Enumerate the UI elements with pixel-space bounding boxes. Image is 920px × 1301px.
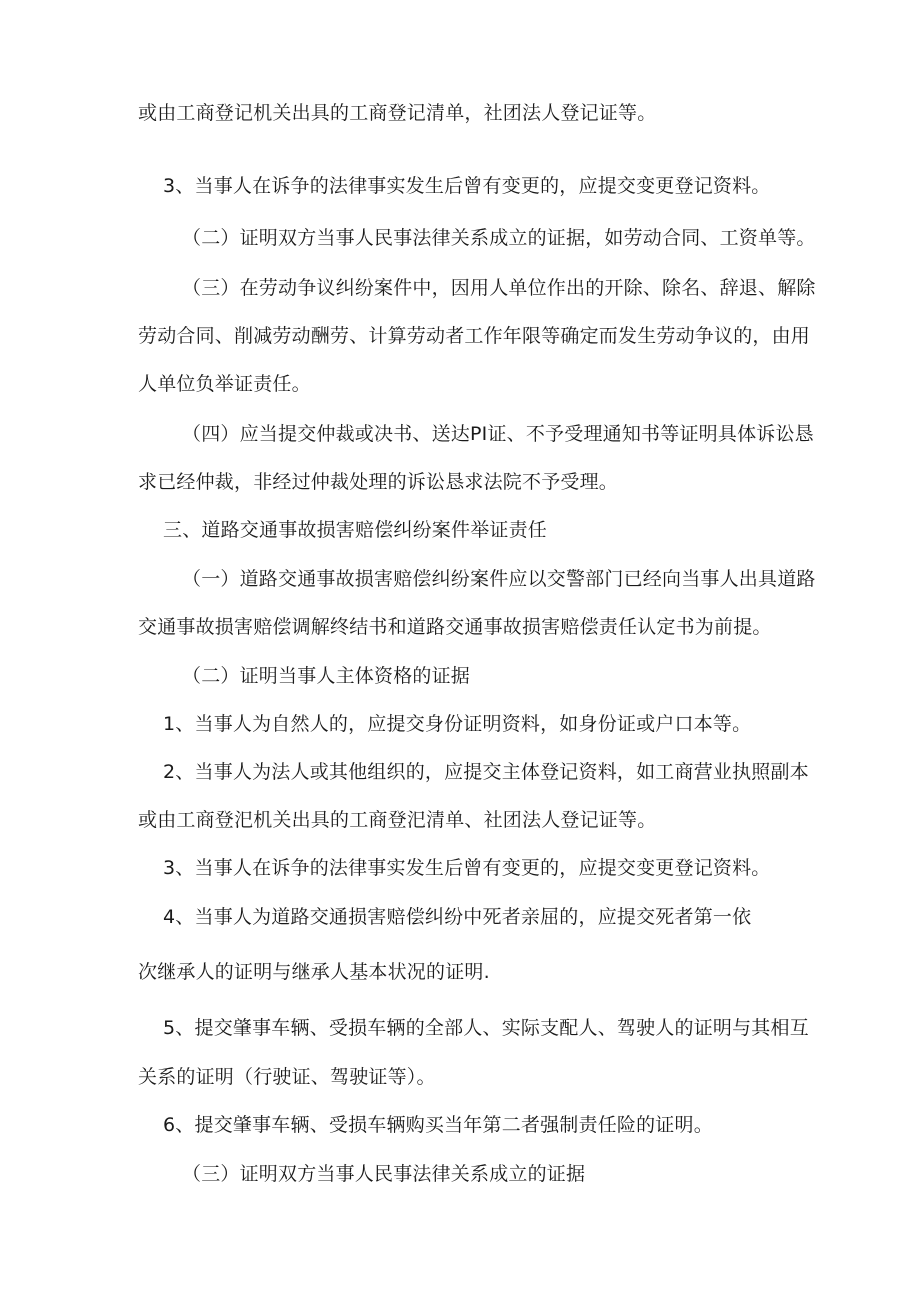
text-line: 人单位负举证责任。 (138, 373, 311, 395)
text-line: 或由工商登记机关出具的工商登记清单，社团法人登记证等。 (138, 102, 657, 124)
text-line: （一）道路交通事故损害赔偿纠纷案件应以交警部门已经向当事人出具道路 (182, 568, 816, 590)
text-line: 交通事故损害赔偿调解终结书和道路交通事故损害赔偿责任认定书为前提。 (138, 616, 772, 638)
text-line: 或由工商登汜机关出具的工商登汜清单、社团法人登记证等。 (138, 809, 657, 831)
text-line: 次继承人的证明与继承人基本状况的证明. (138, 961, 490, 983)
text-line: 3、当事人在诉争的法律事实发生后曾有变更的，应提交变更登记资料。 (163, 857, 771, 879)
text-line: 6、提交肇事车辆、受损车辆购买当年第二者强制责任险的证明。 (163, 1114, 713, 1136)
text-line: 关系的证明（行驶证、驾驶证等）。 (138, 1066, 436, 1088)
text-line: 3、当事人在诉争的法律事实发生后曾有变更的，应提交变更登记资料。 (163, 175, 771, 197)
subsection-heading: （三）证明双方当事人民事法律关系成立的证据 (182, 1163, 586, 1185)
subsection-heading: （二）证明当事人主体资格的证据 (182, 665, 471, 687)
section-heading: 三、道路交通事故损害赔偿纠纷案件举证责任 (163, 519, 548, 541)
text-line: 1、当事人为自然人的，应提交身份证明资料，如身份证或户口本等。 (163, 713, 752, 735)
text-line: 2、当事人为法人或其他组织的，应提交主体登记资料，如工商营业执照副本 (163, 761, 809, 783)
text-line: 4、当事人为道路交通损害赔偿纠纷中死者亲屈的，应提交死者第一依 (163, 906, 752, 928)
text-line: （四）应当提交仲裁或决书、送达PI证、不予受理通知书等证明具体诉讼恳 (182, 423, 814, 445)
text-line: （三）在劳动争议纠纷案件中，因用人单位作出的开除、除名、辞退、解除 (182, 277, 816, 299)
text-line: 求已经仲裁，非经过仲裁处理的诉讼恳求法院不予受理。 (138, 471, 619, 493)
text-line: （二）证明双方当事人民事法律关系成立的证据，如劳动合同、工资单等。 (182, 227, 816, 249)
text-line: 劳动合同、削减劳动酬劳、计算劳动者工作年限等确定而发生劳动争议的，由用 (138, 325, 811, 347)
text-line: 5、提交肇事车辆、受损车辆的全部人、实际支配人、驾驶人的证明与其相互 (163, 1017, 809, 1039)
